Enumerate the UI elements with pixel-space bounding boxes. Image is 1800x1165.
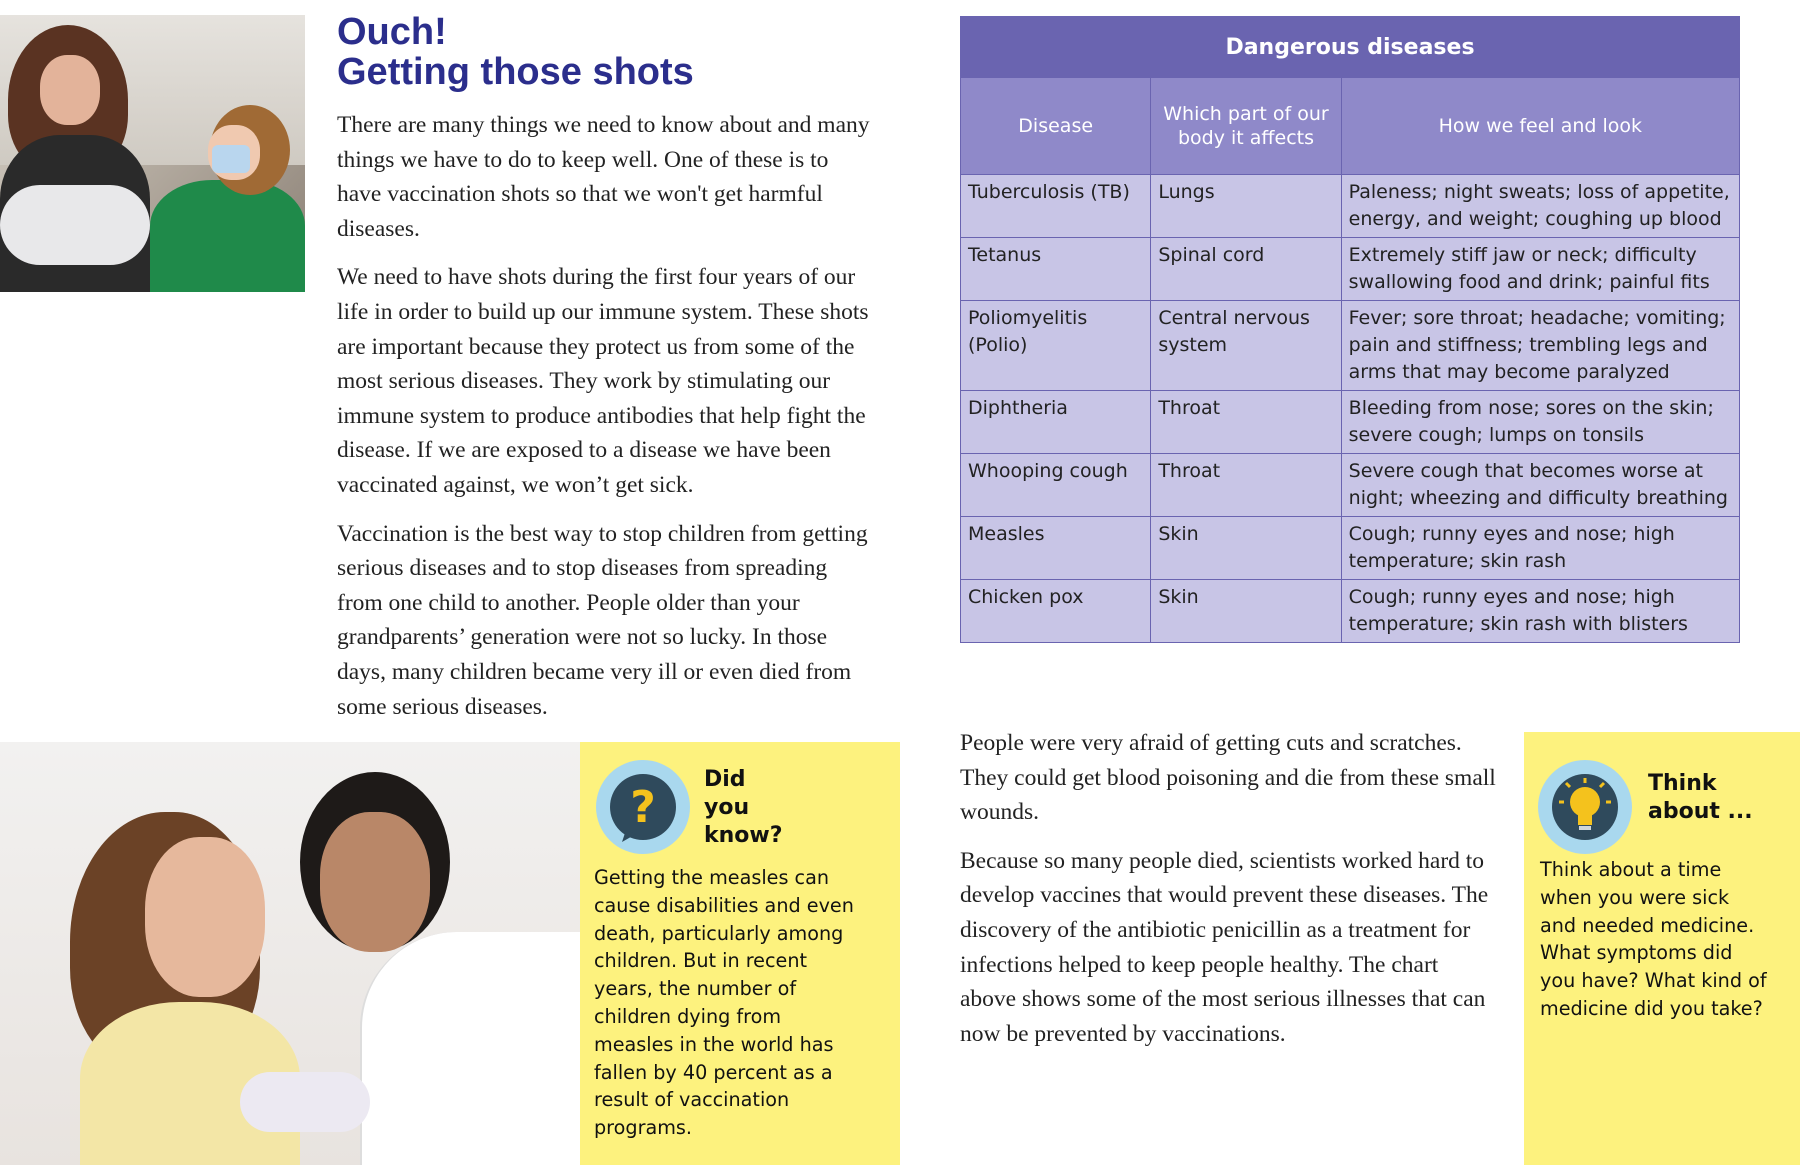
lightbulb-icon	[1538, 760, 1632, 854]
body-paragraph: Because so many people died, scientists worked hard to develop vaccines that would prevent these diseases. The discovery of the antibiotic penicillin as a treatment for infections helped to keep people healthy. The chart above shows some of the most serious illnesses that can now be prevented by vaccinations.	[960, 847, 1489, 1047]
table-cell-symptoms: Paleness; night sweats; loss of appetite, energy, and weight; coughing up blood	[1341, 175, 1739, 238]
diseases-table	[960, 16, 1740, 643]
table-row	[961, 517, 1740, 580]
table-cell-body-part: Spinal cord	[1151, 238, 1341, 301]
table-cell-disease: Diphtheria	[961, 391, 1151, 454]
table-row	[961, 301, 1740, 391]
title-line-2: Getting those shots	[337, 51, 694, 93]
table-cell-symptoms: Fever; sore throat; headache; vomiting; pain and stiffness; trembling legs and arms that may become paralyzed	[1341, 301, 1739, 391]
title-line-1: Ouch!	[337, 11, 447, 53]
table-row	[961, 175, 1740, 238]
table-row	[961, 391, 1740, 454]
table-cell-symptoms: Severe cough that becomes worse at night; wheezing and difficulty breathing	[1341, 454, 1739, 517]
intro-paragraph: We need to have shots during the first four years of our life in order to build up our immune system. These shots are important because they protect us from some of the most serious diseases. They work by stimulating our immune system to produce antibodies that help fight the disease. If we are exposed to a disease we have been vaccinated against, we won’t get sick.	[337, 264, 869, 498]
table-cell-disease: Tetanus	[961, 238, 1151, 301]
intro-paragraph: There are many things we need to know about and many things we have to do to keep well. One of these is to have vaccination shots so that we won't get harmful diseases.	[337, 112, 870, 242]
table-cell-disease: Measles	[961, 517, 1151, 580]
did-you-know-heading: Did you know?	[704, 767, 783, 848]
think-about-text: Think about a time when you were sick and needed medicine. What symptoms did you have? What kind of medicine did you take?	[1540, 858, 1767, 1020]
table-cell-symptoms: Extremely stiff jaw or neck; difficulty swallowing food and drink; painful fits	[1341, 238, 1739, 301]
column-header-symptoms: How we feel and look	[1341, 78, 1739, 175]
intro-text	[337, 108, 877, 738]
table-cell-body-part: Lungs	[1151, 175, 1341, 238]
intro-paragraph: Vaccination is the best way to stop children from getting serious diseases and to stop diseases from spreading from one child to another. People older than your grandparents’ generation were not so lucky. In those days, many children became very ill or even died from some serious diseases.	[337, 520, 868, 720]
think-about-heading: Think about ...	[1648, 771, 1753, 824]
table-cell-body-part: Central nervous system	[1151, 301, 1341, 391]
question-mark-icon	[596, 760, 690, 854]
table-cell-disease: Tuberculosis (TB)	[961, 175, 1151, 238]
think-about-box	[1524, 732, 1800, 1165]
did-you-know-box	[580, 742, 900, 1165]
photo-girl-vaccination	[0, 742, 580, 1165]
column-header-body-part: Which part of our body it affects	[1151, 78, 1341, 175]
table-row	[961, 580, 1740, 643]
table-cell-body-part: Skin	[1151, 580, 1341, 643]
column-header-disease: Disease	[961, 78, 1151, 175]
svg-text:?: ?	[630, 782, 656, 833]
table-cell-body-part: Skin	[1151, 517, 1341, 580]
table-cell-symptoms: Bleeding from nose; sores on the skin; severe cough; lumps on tonsils	[1341, 391, 1739, 454]
table-title: Dangerous diseases	[961, 17, 1740, 78]
page-title	[337, 12, 694, 92]
did-you-know-text: Getting the measles can cause disabilities and even death, particularly among children. But in recent years, the number of children dying from measles in the world has fallen by 40 percent as a result of vaccination programs.	[594, 866, 854, 1140]
table-cell-symptoms: Cough; runny eyes and nose; high temperature; skin rash	[1341, 517, 1739, 580]
table-cell-body-part: Throat	[1151, 454, 1341, 517]
table-cell-disease: Whooping cough	[961, 454, 1151, 517]
right-column-text	[960, 726, 1500, 1065]
table-row	[961, 238, 1740, 301]
body-paragraph: People were very afraid of getting cuts and scratches. They could get blood poisoning and die from these small wounds.	[960, 730, 1496, 826]
table-cell-symptoms: Cough; runny eyes and nose; high temperature; skin rash with blisters	[1341, 580, 1739, 643]
table-row	[961, 454, 1740, 517]
table-cell-body-part: Throat	[1151, 391, 1341, 454]
photo-baby-vaccination	[0, 15, 305, 292]
table-cell-disease: Poliomyelitis (Polio)	[961, 301, 1151, 391]
table-cell-disease: Chicken pox	[961, 580, 1151, 643]
